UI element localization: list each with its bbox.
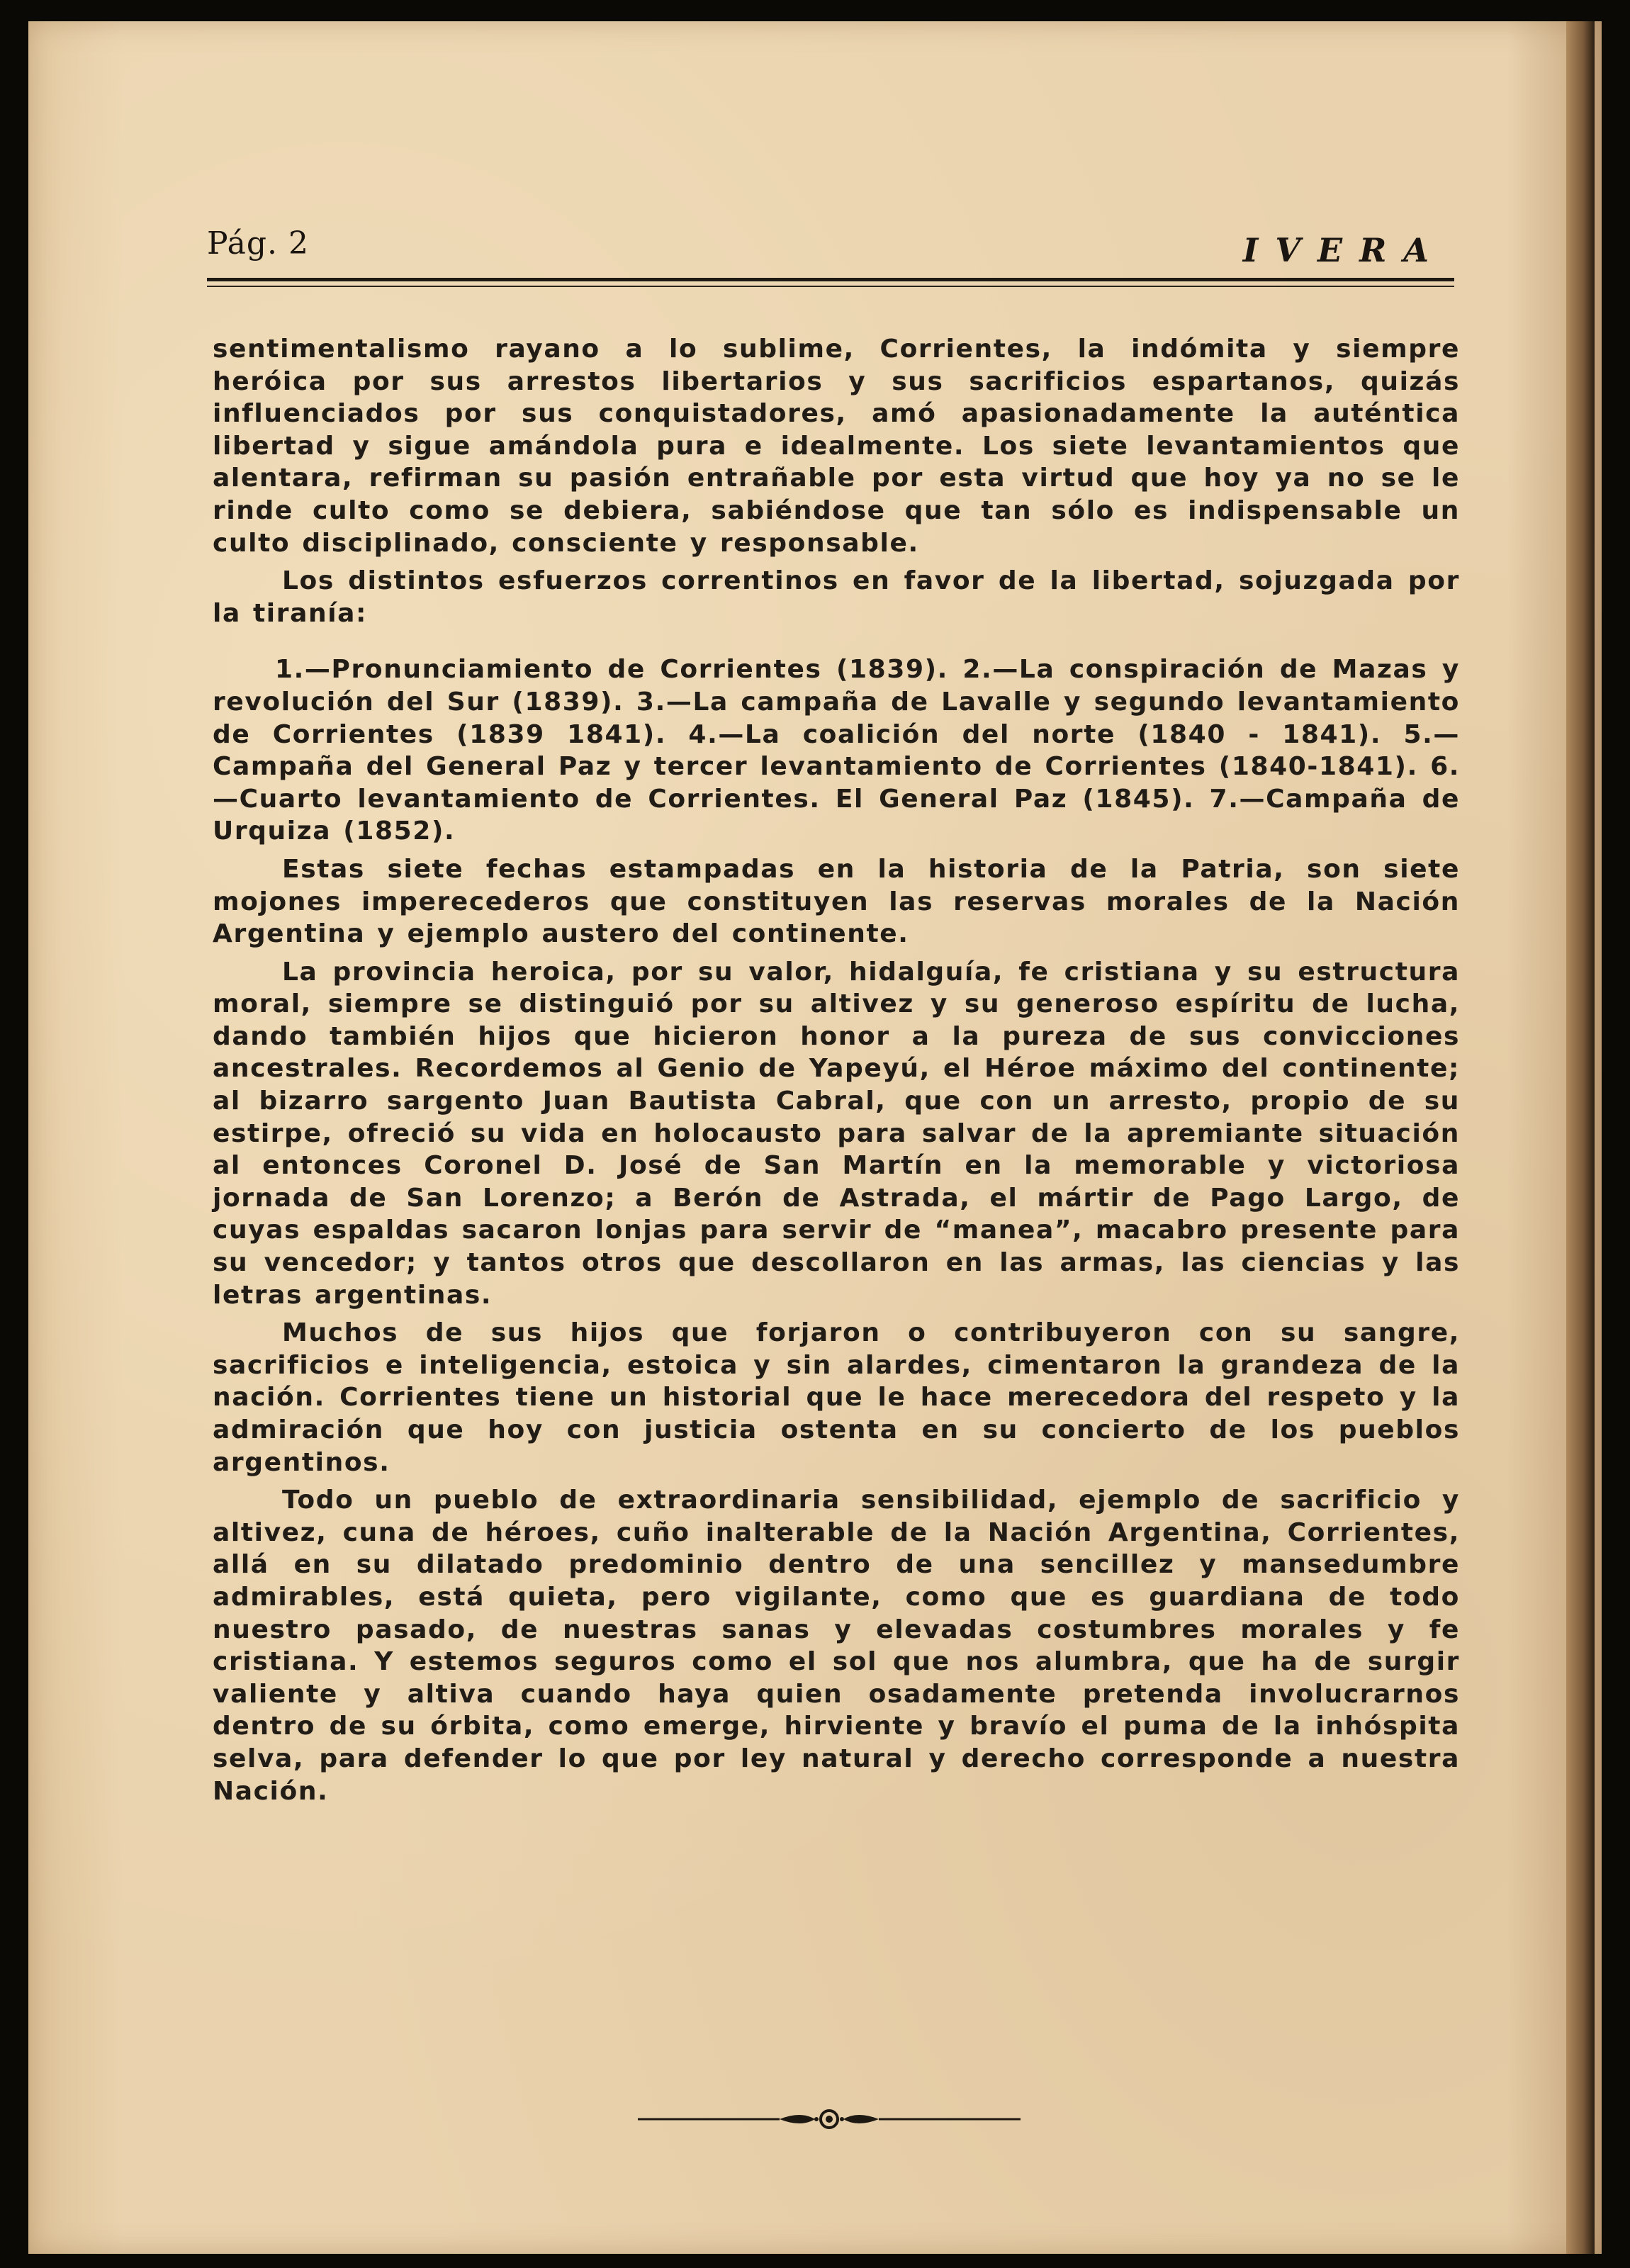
paragraph-4: Estas siete fechas estampadas en la historia de la Patria, son siete mojones imperecederos que constituyen las reservas morales de la Nación Argentina y ejemplo austero del continente. [213, 854, 1460, 949]
flourish-dot-left [814, 2117, 819, 2121]
page-header [207, 225, 1454, 282]
paragraph-6: Muchos de sus hijos que forjaron o contribuyeron con su sangre, sacrificios e inteligencia, estoica y sin alardes, cimentaron la grandeza de la nación. Corrientes tiene un historial que le hace merecedora del respeto y la admiración que hoy con justicia ostenta en su concierto de los pueblos argentinos. [213, 1318, 1460, 1477]
journal-title: IVERA [1242, 231, 1446, 269]
end-flourish-icon [638, 2105, 1021, 2133]
page-spine-edge [1566, 21, 1595, 2254]
header-rule-thick [207, 278, 1454, 281]
flourish-center-dot [826, 2116, 833, 2123]
flourish-left-leaf [780, 2115, 815, 2123]
header-rule-thin [207, 286, 1454, 287]
paragraph-5: La provincia heroica, por su valor, hidalguía, fe cristiana y su estructura moral, siempre se distinguió por su altivez y su generoso espíritu de lucha, dando también hijos que hicieron honor a la pureza de sus convicciones ancestrales. Recordemos al Genio de Yapeyú, el Héroe máximo del continente; al bizarro sargento Juan Bautista Cabral, que con un arresto, propio de su estirpe, ofreció su vida en holocausto para salvar de la apremiante situación al entonces Coronel D. José de San Martín en la memorable y victoriosa jornada de San Lorenzo; a Berón de Astrada, el mártir de Pago Largo, de cuyas espaldas sacaron lonjas para servir de “manea”, macabro presente para su vencedor; y tantos otros que descollaron en las armas, las ciencias y las letras argentinas. [213, 957, 1460, 1310]
page-number: Pág. 2 [207, 225, 309, 262]
paragraph-2: Los distintos esfuerzos correntinos en favor de la libertad, sojuzgada por la tiranía: [213, 566, 1460, 628]
article-body [213, 333, 1460, 1807]
paragraph-7: Todo un pueblo de extraordinaria sensibilidad, ejemplo de sacrificio y altivez, cuna de héroes, cuño inalterable de la Nación Argentina, Corrientes, allá en su dilatado predominio dentro de una sencillez y mansedumbre admirables, está quieta, pero vigilante, como que es guardiana de todo nuestro pasado, de nuestras sanas y elevadas costumbres morales y fe cristiana. Y estemos seguros como el sol que nos alumbra, que ha de surgir valiente y altiva cuando haya quien osadamente pretenda involucrarnos dentro de su órbita, como emerge, hirviente y bravío el puma de la inhóspita selva, para defender lo que por ley natural y derecho corresponde a nuestra Nación. [213, 1486, 1460, 1806]
uprisings-list: 1.—Pronunciamiento de Corrientes (1839). 2.—La conspiración de Mazas y revolución del Sur (1839). 3.—La campaña de Lavalle y segundo levantamiento de Corrientes (1839 1841). 4.—La coalición del norte (1840 - 1841). 5.—Campaña del General Paz y tercer levantamiento de Corrientes (1840-1841). 6.—Cuarto levantamiento de Corrientes. El General Paz (1845). 7.—Campaña de Urquiza (1852). [213, 655, 1460, 846]
paragraph-1: sentimentalismo rayano a lo sublime, Corrientes, la indómita y siempre heróica por sus arrestos libertarios y sus sacrificios espartanos, quizás influenciados por sus conquistadores, amó apasionadamente la auténtica libertad y sigue amándola pura e idealmente. Los siete levantamientos que alentara, refirman su pasión entrañable por esta virtud que hoy ya no se le rinde culto como se debiera, sabiéndose que tan sólo es indispensable un culto disciplinado, consciente y responsable. [213, 335, 1460, 558]
flourish-right-leaf [843, 2115, 879, 2123]
